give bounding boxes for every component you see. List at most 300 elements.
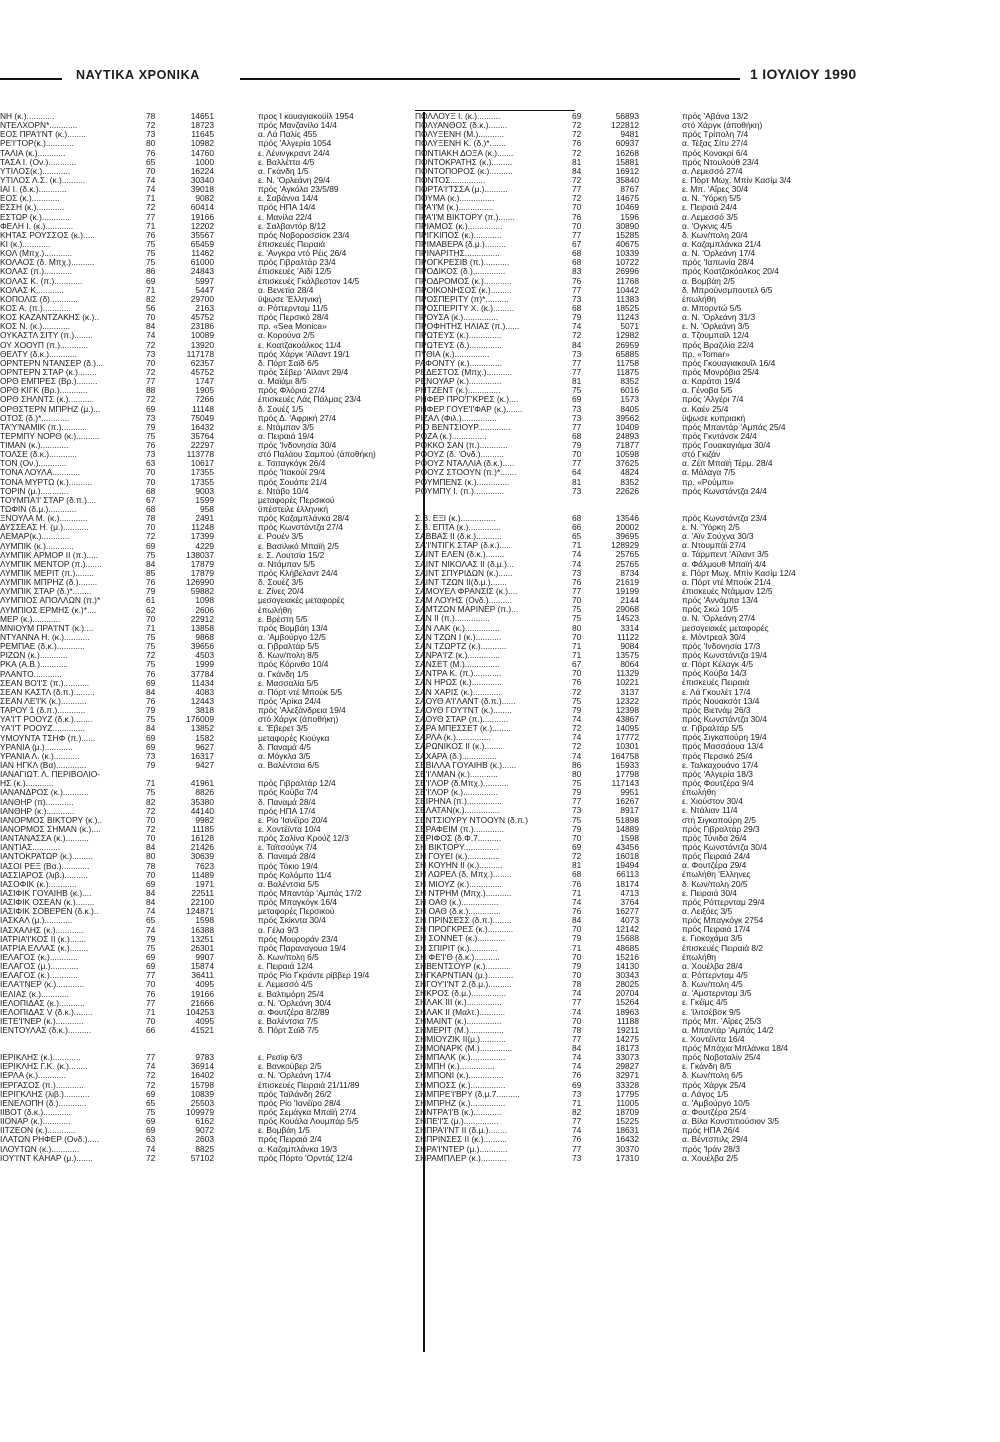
tonnage: 22511 [191, 887, 214, 898]
tonnage: 17310 [615, 1152, 639, 1163]
tonnage: 8825 [195, 1143, 214, 1154]
tonnage: 16432 [190, 421, 214, 432]
ship-name: ΠΟΛΛΟΥΞ Ι. (κ.).......... [415, 111, 501, 121]
tonnage: 30890 [615, 220, 639, 231]
build-year: 73 [572, 403, 582, 414]
build-year: 61 [146, 595, 156, 606]
ship-status: πρός 'Αννάμπα 13/4 [682, 595, 758, 606]
tonnage: 11768 [616, 275, 639, 286]
ship-name: ΛΥΜΠΙΚ ΣΤΑΡ (δ.)*........ [0, 586, 92, 597]
tonnage: 29068 [615, 604, 639, 615]
tonnage: 9783 [195, 1052, 214, 1063]
ship-name: ΣΗΠΡΙΝΣΕΣ ΙΙ (κ.).......... [415, 1134, 507, 1145]
build-year: 82 [572, 1107, 582, 1118]
tonnage: 17399 [190, 531, 214, 542]
build-year: 71 [146, 220, 156, 231]
build-year: 85 [146, 568, 156, 579]
ship-name: ΙΟΥ'Ι'ΝΤ ΚΑΗΑΡ (μ.)....... [0, 1152, 93, 1163]
ship-status: πρός Νουακσότ 13/4 [682, 695, 760, 706]
tonnage: 8917 [620, 805, 639, 816]
build-year: 69 [146, 677, 156, 688]
ship-status: πρός Σιγκαπούρη 19/4 [682, 732, 767, 743]
ship-name: ΣΗΓΟΥ'Ι'ΝΤ 2.(δ.μ.).......... [415, 979, 512, 990]
build-year: 70 [146, 467, 156, 478]
build-year: 68 [572, 512, 582, 523]
ship-status: α. Βενετία 28/4 [258, 284, 314, 295]
ship-status: α. Ν. 'Ορλεάνη 17/4 [258, 1070, 332, 1081]
ship-status: α. 'Αμστερνταμ 3/5 [682, 988, 752, 999]
build-year: 76 [572, 211, 582, 222]
ship-status: α. Μπαντάρ 'Αμπάς 14/2 [682, 1024, 774, 1035]
tonnage: 26959 [615, 339, 639, 350]
page-header [0, 66, 1000, 90]
build-year: 70 [572, 924, 582, 935]
ship-name: ΠΡΟΥΣΑ (κ.)............... [415, 312, 499, 323]
ship-status: α. 'Αϊν Σούχνα 30/3 [682, 531, 754, 542]
ship-name: ΣΗΜΠΑΛΚ (κ.)............... [415, 1052, 506, 1063]
ship-name: ΙΕΡΙΚΛΗΣ Γ.Κ. (κ.)........ [0, 1061, 88, 1072]
tonnage: 16224 [190, 165, 214, 176]
tonnage: 26301 [190, 942, 214, 953]
ship-status: ε. Ντάβο 10/4 [258, 485, 309, 496]
build-year: 74 [146, 330, 156, 341]
build-year: 62 [146, 604, 156, 615]
ship-name: ΚΗΤΑΣ ΡΟΥΣΣΟΣ (κ.)..... [0, 229, 95, 240]
tonnage: 35764 [190, 430, 214, 441]
build-year: 70 [146, 312, 156, 323]
ship-status: α. Γκάνδη 1/5 [258, 668, 309, 679]
ship-name: ΙΑΙ Ι. (δ.κ.)............ [0, 184, 67, 195]
ship-status: α. Λάγος 1/5 [682, 1088, 729, 1099]
ship-status: ε. Βομβάη 1/5 [258, 1125, 310, 1136]
ship-name: ΚΟΠΟΛΙΣ (δ)............ [0, 293, 78, 304]
build-year: 77 [146, 211, 156, 222]
tonnage: 8767 [620, 184, 639, 195]
ship-name: ΣΗΜΕΡΙΤ (Μ.)............... [415, 1024, 504, 1035]
tonnage: 10221 [615, 677, 639, 688]
build-year: 79 [572, 933, 582, 944]
ship-name: ΙΑΣΙΦΙΚ ΟΣΕΑΝ (κ.)........ [0, 897, 95, 908]
tonnage: 65459 [190, 238, 214, 249]
ship-status: μεσογειακές μεταφορές [682, 622, 769, 633]
build-year: 75 [146, 787, 156, 798]
ship-name: ΠΟΛΥΞΕΝΗ Κ. (δ.)*....... [415, 138, 506, 149]
build-year: 70 [572, 668, 582, 679]
ship-name: ΠΡΙΝΑΡΙΤΗΣ............... [415, 248, 500, 259]
ship-status: πρός Κλήβελαντ 24/4 [258, 568, 338, 579]
ship-name: ΣΕΒΙΛΛΑ ΓΟΥΑΙΗΒ (κ.)...... [415, 759, 517, 770]
ship-status: πρός 'Αλγερία 18/3 [682, 768, 753, 779]
ship-status: έπισκευές Πειραιά 21/11/89 [258, 1079, 360, 1090]
ship-status: πρός Γκντάνσκ 24/4 [682, 430, 757, 441]
ship-status: ε. Ταϊτσούγκ 7/4 [258, 842, 318, 853]
build-year: 84 [146, 723, 156, 734]
build-year: 70 [146, 357, 156, 368]
tonnage: 11188 [616, 1015, 639, 1026]
ship-status: πρός Βιετνάμ 26/3 [682, 704, 751, 715]
ship-name: ΣΗ ΠΡΙΝΣΕΣΣ (δ.π.)........ [415, 915, 512, 926]
ship-name: ΙΕΛΟΠΙΔΑΣ (κ.)........... [0, 997, 85, 1008]
ship-name: ΙΑΝΘΗΡ (κ.)............ [0, 805, 75, 816]
ship-name: ΡΙΟ ΒΕΝΤΣΙΟΥΡ.............. [415, 421, 511, 432]
ship-name: ΛΥΜΠΙΟΣ ΕΡΜΗΣ (κ.)*.... [0, 604, 97, 615]
build-year: 66 [572, 522, 582, 533]
ship-name: ΤΕΡΜΠΥ ΝΟΡΘ (κ.).......... [0, 430, 100, 441]
tonnage: 35567 [190, 229, 214, 240]
ship-name: ΕΟΣ ΠΡΑ'Ι'ΝΤ (κ.)........ [0, 129, 86, 140]
tonnage: 12322 [615, 695, 639, 706]
ship-status: πρός 'Ιτακούϊ 29/4 [258, 467, 326, 478]
ship-status: μεταφορές Κιούγκα [258, 732, 330, 743]
ship-name: ΡΑΦΟΝΤΥ (κ.).............. [415, 357, 503, 368]
build-year: 67 [146, 494, 156, 505]
build-year: 77 [572, 184, 582, 195]
build-year: 84 [146, 887, 156, 898]
build-year: 68 [572, 248, 582, 259]
ship-name: ΣΗ ΒΙΚΤΟΡΥ............... [415, 841, 499, 852]
tonnage: 4824 [620, 467, 639, 478]
ship-status: δ. Μπρούνσμπουτελ 6/5 [682, 284, 773, 295]
build-year: 76 [572, 905, 582, 916]
build-year: 69 [146, 1125, 156, 1136]
ship-name: ΣΗΡΑΜΠΛΕΡ (κ.)........... [415, 1152, 507, 1163]
build-year: 71 [146, 778, 156, 789]
ship-name: ΚΟΣ Ν. (κ.)............ [0, 321, 71, 332]
build-year: 77 [572, 357, 582, 368]
build-year: 75 [146, 430, 156, 441]
ship-name: ΟΥ ΧΟΟΥΠ (π.)............ [0, 339, 88, 350]
build-year: 69 [146, 540, 156, 551]
tonnage: 1999 [195, 659, 214, 670]
ship-status: α. Λεμεσσό 27/4 [682, 165, 743, 176]
tonnage: 1905 [195, 385, 214, 396]
ship-name: ΣΑΜΤΖΩΝ ΜΑΡΙΝΕΡ (π.)... [415, 604, 519, 615]
ship-name: ΙΕΝΤΟΥΛΑΣ (δ.κ.).......... [0, 1025, 92, 1036]
ship-name: ΣΗ ΜΙΟΥΖ (κ.).............. [415, 878, 502, 889]
ship-status: πρός Κωνστάντζα 24/4 [682, 485, 767, 496]
build-year: 69 [146, 878, 156, 889]
tonnage: 41521 [190, 1025, 214, 1036]
ship-name: ΚΟΛΑΣ Κ............ [0, 284, 64, 295]
ship-status: ε. Βασιλικό Μπαϊή 2/5 [258, 540, 339, 551]
ship-status: ε. Σαβάννα 14/4 [258, 193, 318, 204]
ship-name: ΔΥΣΣΕΑΣ Η. (μ.)........... [0, 522, 89, 533]
tonnage: 37625 [615, 458, 639, 469]
tonnage: 16432 [615, 1134, 639, 1145]
tonnage: 9907 [195, 951, 214, 962]
ship-name: ΚΟΛΑΣ (π.)............ [0, 266, 72, 277]
tonnage: 10722 [615, 257, 639, 268]
tonnage: 12982 [615, 330, 639, 341]
build-year: 72 [572, 193, 582, 204]
build-year: 84 [146, 321, 156, 332]
ship-name: ΙΕΝΕΛΟΠΗ (δ.)............ [0, 1097, 87, 1108]
tonnage: 15216 [615, 951, 639, 962]
ship-name: ΣΗ ΟΑΘ (κ.)................ [415, 896, 499, 907]
ship-status: δ. Κων/πολη 6/5 [682, 1070, 743, 1081]
ship-name: ΘΕΛΤΥ (δ.κ.)............ [0, 348, 77, 359]
ship-name: ΚΟΛ (Μπχ.)............ [0, 248, 73, 259]
build-year: 71 [146, 284, 156, 295]
ship-name: ΟΡΝΤΕΡΝ ΣΤΑΡ (κ.)........ [0, 366, 97, 377]
tonnage: 16018 [615, 851, 639, 862]
tonnage: 122812 [611, 120, 639, 131]
tonnage: 17772 [615, 732, 639, 743]
tonnage: 20002 [615, 522, 639, 533]
ship-status: πρός Πόρτο 'Ορντάζ 12/4 [258, 1152, 353, 1163]
ship-name: ΚΙ (κ.)............ [0, 238, 51, 249]
build-year: 69 [572, 1079, 582, 1090]
tonnage: 10409 [615, 421, 639, 432]
ship-status: ε. Πειραιά 12/4 [258, 961, 313, 972]
ship-status: ε. Λένινγκραντ 24/4 [258, 147, 330, 158]
tonnage: 11462 [191, 248, 214, 259]
build-year: 77 [572, 458, 582, 469]
ship-status: α. Γκάνδη 1/5 [258, 165, 309, 176]
header-rule-left [0, 78, 62, 80]
tonnage: 35840 [615, 174, 639, 185]
ship-status: πρός Περσικό 28/4 [258, 312, 329, 323]
ship-name: ΣΗΡΑ'Ι'ΝΤΕΡ (μ.)............ [415, 1143, 508, 1154]
tonnage: 9427 [195, 759, 214, 770]
tonnage: 14675 [615, 193, 639, 204]
ship-name: ΣΗΜΠΟΝΙ (κ.)............... [415, 1070, 504, 1081]
ship-name: ΡΙΖΩΝ (κ.)............ [0, 650, 68, 661]
ship-status: α. Μάλαγα 7/5 [682, 467, 736, 478]
ship-name: ΚΟΛΑΟΣ (δ. Μπχ.).......... [0, 257, 95, 268]
ship-name: ΝΤΕΛΧΟΡΝ*............ [0, 120, 78, 131]
ship-name: ΠΟΛΥΑΝΘΟΣ (δ.κ.)........ [415, 120, 508, 131]
build-year: 74 [572, 549, 582, 560]
build-year: 86 [572, 759, 582, 770]
ship-name: ΣΑΝ ΤΖΩΝ Ι (κ.)........... [415, 631, 502, 642]
tonnage: 128929 [611, 540, 639, 551]
tonnage: 138037 [186, 549, 214, 560]
ship-name: ΡΟΟΥΖ ΣΤΟΟΥΝ (π.)*....... [415, 467, 517, 478]
tonnage: 16912 [615, 165, 639, 176]
tonnage: 17355 [190, 467, 214, 478]
ship-name: ΟΡΘ ΣΗΛΝΤΣ (κ.)........... [0, 394, 95, 405]
tonnage: 41961 [190, 778, 214, 789]
build-year: 63 [146, 458, 156, 469]
tonnage: 14095 [615, 723, 639, 734]
build-year: 63 [146, 1134, 156, 1145]
ship-name: ΡΟΥΜΠΕΝΣ (κ.).............. [415, 476, 510, 487]
tonnage: 75049 [190, 412, 214, 423]
ship-status: πρός Νοβοταλίν 25/4 [682, 1052, 761, 1063]
ship-name: ΠΟΡΤΑ'Ι'ΤΣΣΑ (μ.).......... [415, 184, 508, 195]
ship-name: ΙΕΛΑΓΟΣ (κ.)............ [0, 951, 78, 962]
build-year: 71 [146, 193, 156, 204]
tonnage: 32971 [615, 1070, 639, 1081]
build-year: 70 [146, 1015, 156, 1026]
tonnage: 13852 [190, 723, 214, 734]
tonnage: 16402 [190, 1070, 214, 1081]
tonnage: 15881 [615, 156, 639, 167]
build-year: 77 [572, 1033, 582, 1044]
ship-name: ΜΕΡ (κ.)............ [0, 613, 61, 624]
ship-status: πρός 'Αβάνα 13/2 [682, 111, 749, 121]
ship-status: ε. Γκάνδη 8/5 [682, 1061, 732, 1072]
build-year: 72 [146, 805, 156, 816]
build-year: 73 [572, 348, 582, 359]
ship-name: ΣΑΟΥΘ Α'Ι'ΛΑΝΤ (δ.π.)...... [415, 695, 516, 706]
tonnage: 8352 [620, 476, 639, 487]
ship-name: ΣΑΝΡΑ'Ι'Ζ (κ.).............. [415, 650, 500, 661]
build-year: 76 [146, 668, 156, 679]
ship-name: ΟΡΘ ΕΜΠΡΕΣ (Βρ.)......... [0, 376, 98, 387]
ship-status: ε. Ρεσίφ 6/3 [258, 1052, 303, 1063]
ship-status: στή Σιγκαπούρη 2/5 [682, 814, 756, 825]
tonnage: 9951 [620, 787, 639, 798]
tonnage: 66113 [616, 869, 639, 880]
tonnage: 22297 [190, 440, 214, 451]
ship-status: πρός Σέβερ 'Αϊλαντ 29/4 [258, 366, 349, 377]
build-year: 70 [572, 631, 582, 642]
build-year: 76 [146, 147, 156, 158]
ship-status: α. Ν. 'Υόρκη 5/5 [682, 193, 741, 204]
tonnage: 8405 [620, 403, 639, 414]
build-year: 72 [146, 1079, 156, 1090]
ship-status: στό Γκιζάν [682, 449, 721, 460]
build-year: 69 [572, 841, 582, 852]
ship-name: ΣΑ'Ι'ΝΤΙΓΚ ΣΤΑΡ (δ.κ.)..... [415, 540, 512, 551]
tonnage: 117143 [611, 777, 639, 788]
ship-name: ΣΗΜΟΝΑΡΚ (Μ.).............. [415, 1043, 513, 1054]
tonnage: 13858 [190, 622, 214, 633]
ship-status: στό Χάργκ (άποθήκη) [682, 120, 763, 131]
tonnage: 24893 [615, 430, 639, 441]
tonnage: 16268 [615, 147, 639, 158]
tonnage: 3137 [620, 686, 639, 697]
ship-name: ΥΑ'Ι'Τ ΡΟΟΥΖ (δ.κ.)........ [0, 714, 93, 725]
ship-name: ΣΗ ΛΩΡΕΛ (δ. Μπχ.)........ [415, 869, 512, 880]
tonnage: 8064 [620, 659, 639, 670]
ship-status: πρός Ντουλούθ 23/4 [682, 156, 759, 167]
ship-name: ΤΟΡΙΝ (μ.)............ [0, 485, 69, 496]
ship-name: ΤΟΝ (Ον.)............ [0, 458, 67, 469]
build-year: 70 [572, 595, 582, 606]
build-year: 75 [146, 632, 156, 643]
ship-name: ΠΡΙΓΚΙΠΟΣ (κ.)............ [415, 229, 502, 240]
build-year: 77 [572, 366, 582, 377]
tonnage: 113778 [186, 449, 214, 460]
ship-name: ΠΥΘΙΑ (κ.)............... [415, 348, 490, 359]
ship-status: α. Γένοβα 5/5 [682, 385, 733, 396]
tonnage: 10469 [615, 202, 639, 213]
ship-status: πρός Παραναγουα 19/4 [258, 942, 346, 953]
build-year: 74 [146, 924, 156, 935]
ship-name: ΙΕΡΙΚΛΗΣ (κ.)............ [0, 1052, 81, 1063]
ship-status: πρός Γιβραλτάρ 12/4 [258, 778, 336, 789]
build-year: 82 [146, 796, 156, 807]
build-year: 77 [572, 586, 582, 597]
ship-status: πρός Μπαντάρ 'Αμπάς 17/2 [258, 887, 362, 898]
build-year: 70 [146, 869, 156, 880]
build-year: 70 [146, 613, 156, 624]
build-year: 81 [572, 156, 582, 167]
build-year: 81 [572, 376, 582, 387]
ship-status: πρός Ρίο 'Ιανέϊρο 28/4 [258, 1097, 341, 1108]
ship-status: πρός Μανζανίλο 14/4 [258, 120, 337, 131]
tonnage: 43456 [615, 841, 639, 852]
ship-name: ΣΑΡΩΝΙΚΟΣ ΙΙ (κ.)........ [415, 741, 504, 752]
build-year: 69 [146, 1116, 156, 1127]
build-year: 70 [572, 1015, 582, 1026]
ship-name: ΤΟΥΜΠΑ'Ι' ΣΤΑΡ (δ.π.).... [0, 494, 97, 505]
build-year: 75 [572, 613, 582, 624]
tonnage: 17355 [190, 476, 214, 487]
tonnage: 9072 [195, 1125, 214, 1136]
ship-name: ΚΟΛΑΣ Κ. (π.)............ [0, 275, 83, 286]
ship-status: πρός Κωνστάντζα 19/4 [682, 650, 767, 661]
ship-name: ΣΗΜΠΗ (κ.)............... [415, 1061, 495, 1072]
tonnage: 10982 [190, 138, 214, 149]
ship-status: ε. Σ. Λουτσία 15/2 [258, 549, 325, 560]
ship-status: πρός Βομβάη 13/4 [258, 622, 328, 633]
ship-status: πρός Γιβραλτάρ 23/4 [258, 257, 336, 268]
build-year: 69 [146, 951, 156, 962]
ship-status: ε. Ρουέν 3/5 [258, 531, 304, 542]
ship-status: α. Μόγκλα 3/5 [258, 750, 311, 761]
tonnage: 11243 [616, 312, 639, 323]
ship-name: ΣΗ ΣΟΝΝΕΤ (κ.)............ [415, 933, 506, 944]
ship-name: ΙΑΤΡΙΑ'Ι'ΚΟΣ ΙΙ (κ.)....... [0, 933, 87, 944]
build-year: 77 [146, 997, 156, 1008]
ship-status: ε. Ρίο 'Ιανέϊρο 20/4 [258, 814, 328, 825]
ship-name: ΟΡΘ ΚΙΓΚ (Βρ.)............ [0, 385, 88, 396]
ship-row [415, 487, 1000, 496]
ship-name: ΡΟΟΥΖ ΝΤΑΛΛΙΑ (δ.κ.)..... [415, 458, 515, 469]
tonnage: 33328 [615, 1079, 639, 1090]
tonnage: 9003 [195, 485, 214, 496]
build-year: 72 [572, 851, 582, 862]
build-year: 70 [572, 832, 582, 843]
ship-row [0, 1026, 400, 1035]
ship-status: πρός Ρίο Γκράντε ρίββερ 19/4 [258, 970, 370, 981]
ship-status: ε. Κοατζακοάλκος 11/4 [258, 339, 342, 350]
tonnage: 26996 [615, 266, 639, 277]
tonnage: 1098 [195, 595, 214, 606]
ship-name: ΣΑΝ ΧΑΡΙΣ (κ.)............ [415, 686, 501, 697]
ship-name: ΣΑΙΝΤ ΣΠΥΡΙΔΩΝ (κ.)...... [415, 567, 513, 578]
build-year: 79 [572, 704, 582, 715]
ship-name: ΤΟΝΑ ΜΥΡΤΩ (κ.).......... [0, 476, 93, 487]
build-year: 73 [572, 1088, 582, 1099]
ship-name: ΙΑΣΣΙΑΡΟΣ (λιβ.).......... [0, 869, 88, 880]
build-year: 71 [146, 1006, 156, 1017]
issue-date: 1 ΙΟΥΛΙΟΥ 1990 [750, 66, 857, 82]
tonnage: 20704 [615, 988, 639, 999]
build-year: 79 [146, 586, 156, 597]
build-year: 75 [146, 641, 156, 652]
ship-status: ϋψωσε 'Ελληνική [258, 293, 322, 304]
tonnage: 33073 [615, 1052, 639, 1063]
ship-status: ε. Βαλλέττα 4/5 [258, 156, 315, 167]
tonnage: 15264 [615, 997, 639, 1008]
build-year: 81 [572, 476, 582, 487]
ship-name: ΣΑΝ ΗΡΩΣ (κ.)............. [415, 677, 502, 688]
ship-status: πρός Δ. 'Αφρική 27/4 [258, 412, 337, 423]
tonnage: 1000 [195, 156, 214, 167]
build-year: 77 [572, 421, 582, 432]
ship-status: δ. Κων/πολη 4/5 [682, 979, 743, 990]
ship-status: πρός Μπαγκόγκ 16/4 [258, 897, 337, 908]
ship-status: α. Φουτζέρα 29/4 [682, 860, 747, 871]
build-year: 76 [146, 229, 156, 240]
ship-status: ε. 'Ιλιτσέβσκ 9/5 [682, 1006, 741, 1017]
tonnage: 60414 [190, 202, 214, 213]
